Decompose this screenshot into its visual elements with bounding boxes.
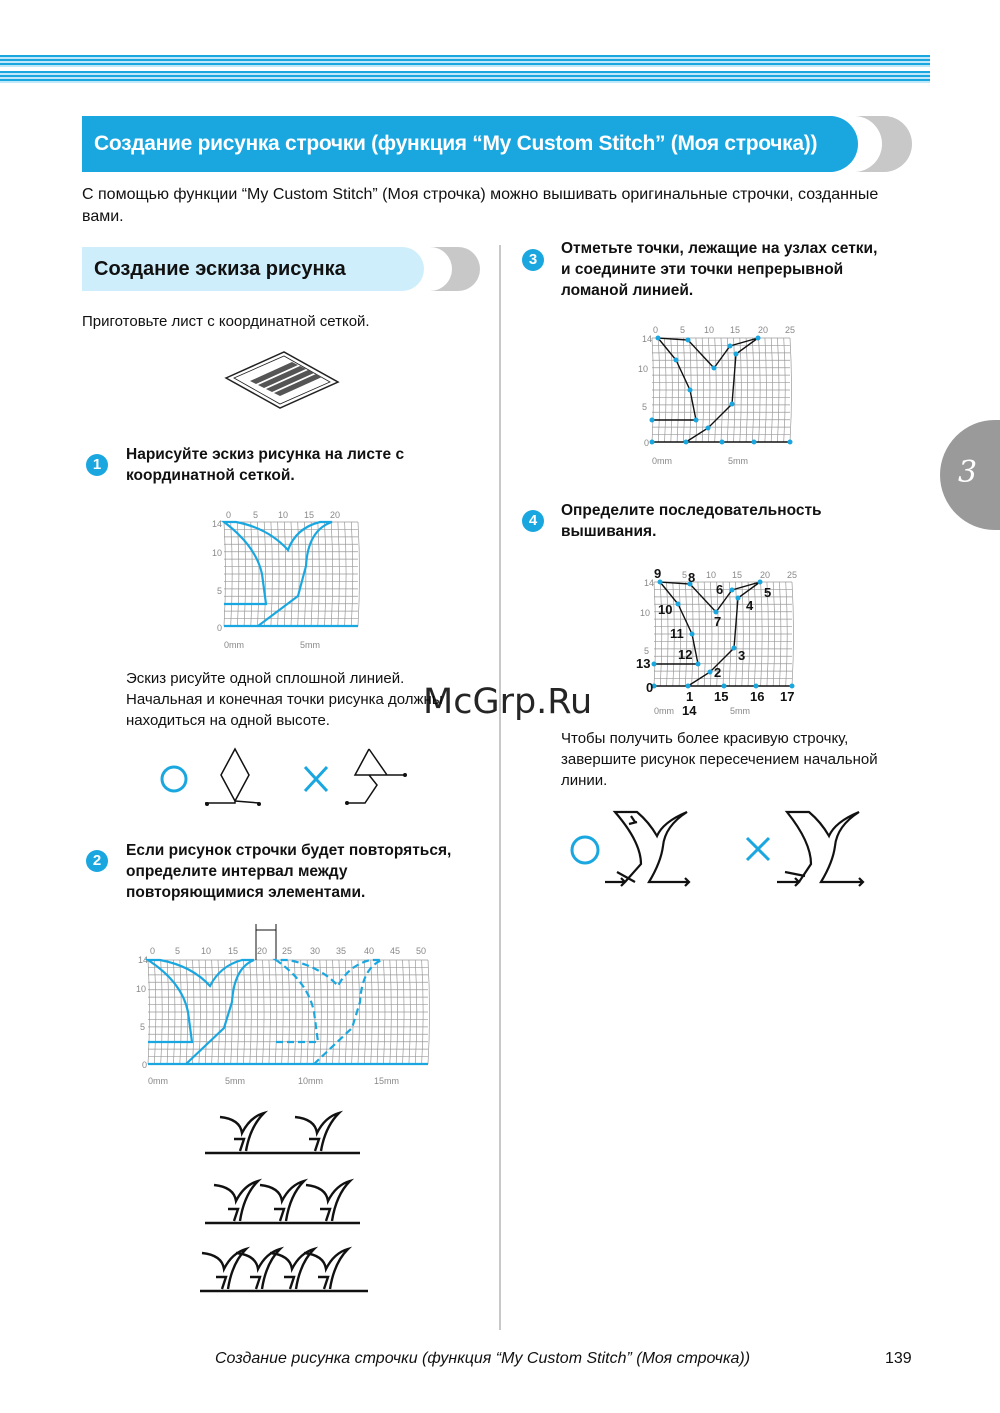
grid-x-tick: 20 xyxy=(330,510,341,520)
grid-point-marker xyxy=(732,646,737,651)
grid-x-tick: 0 xyxy=(653,325,659,335)
column-divider xyxy=(499,245,501,1330)
step-number-1: 1 xyxy=(86,454,108,476)
grid-point-marker xyxy=(756,336,761,341)
grid-x-tick: 25 xyxy=(785,325,796,335)
prepare-text: Приготовьте лист с координатной сеткой. xyxy=(82,313,370,330)
grid-x-tick: 25 xyxy=(282,946,293,956)
grid-y-tick: 14 xyxy=(642,334,653,344)
ok-circle-icon xyxy=(572,837,598,863)
page-number: 139 xyxy=(885,1350,912,1367)
grid-point-marker xyxy=(752,440,757,445)
sequence-label: 8 xyxy=(688,570,696,585)
grid-point-marker xyxy=(650,418,655,423)
grid-mm-label: 0mm xyxy=(148,1076,168,1086)
grid-point-marker xyxy=(754,684,759,689)
grid-x-tick: 10 xyxy=(278,510,289,520)
grid-x-tick: 40 xyxy=(364,946,375,956)
sequence-label: 4 xyxy=(746,598,754,613)
start-end-examples xyxy=(155,745,415,810)
grid-point-marker xyxy=(686,684,691,689)
grid-y-tick: 10 xyxy=(638,364,649,374)
grid-point-marker xyxy=(788,440,793,445)
grid-x-tick: 20 xyxy=(257,946,268,956)
grid-x-tick: 5 xyxy=(253,510,259,520)
grid-y-tick: 5 xyxy=(140,1022,146,1032)
grid-y-tick: 10 xyxy=(640,608,651,618)
sequence-label: 3 xyxy=(738,648,746,663)
footer-title: Создание рисунка строчки (функция “My Custom Stitch” (Моя строчка)) xyxy=(215,1350,751,1367)
grid-x-tick: 15 xyxy=(228,946,239,956)
sequence-label: 14 xyxy=(682,703,697,718)
grid-mm-label: 0mm xyxy=(652,456,672,466)
grid-point-marker xyxy=(706,426,711,431)
points-grid-diagram xyxy=(636,320,806,470)
grid-point-marker xyxy=(690,632,695,637)
grid-x-tick: 25 xyxy=(787,570,798,580)
grid-point-marker xyxy=(696,662,701,667)
sequence-label: 11 xyxy=(670,626,684,641)
grid-paper-icon xyxy=(222,350,342,410)
sequence-label: 6 xyxy=(716,582,724,597)
grid-mm-label: 0mm xyxy=(224,640,244,650)
grid-x-tick: 35 xyxy=(336,946,347,956)
grid-point-marker xyxy=(720,440,725,445)
grid-point-marker xyxy=(694,418,699,423)
grid-y-tick: 10 xyxy=(136,984,147,994)
sequence-label: 2 xyxy=(714,665,722,680)
grid-x-tick: 50 xyxy=(416,946,427,956)
grid-x-tick: 15 xyxy=(304,510,315,520)
chapter-number: 3 xyxy=(958,455,978,490)
step-1-text: Нарисуйте эскиз рисунка на листе с координатной сеткой. xyxy=(126,446,405,484)
grid-mm-label: 10mm xyxy=(298,1076,324,1086)
step-4-text: Определите последовательность вышивания. xyxy=(561,502,822,540)
watermark: McGrp.Ru xyxy=(423,682,593,722)
sequence-label: 7 xyxy=(714,614,722,629)
grid-y-tick: 14 xyxy=(644,578,655,588)
grid-point-marker xyxy=(684,440,689,445)
sequence-label: 1 xyxy=(686,689,694,704)
note-finish: Чтобы получить более красивую строчку, завершите рисунок пересечением начальной линии. xyxy=(561,730,878,789)
grid-point-marker xyxy=(722,684,727,689)
grid-x-tick: 15 xyxy=(732,570,743,580)
grid-x-tick: 5 xyxy=(682,570,688,580)
header-stripes xyxy=(0,55,930,83)
sequence-label: 16 xyxy=(750,689,765,704)
step-2-text: Если рисунок строчки будет повторяться, определите интервал между повторяющимися элементами. xyxy=(126,842,452,901)
grid-point-marker xyxy=(708,670,713,675)
sequence-label: 13 xyxy=(636,656,651,671)
grid-y-tick: 14 xyxy=(138,955,149,965)
sequence-grid-diagram xyxy=(632,564,812,719)
grid-x-tick: 5 xyxy=(680,325,686,335)
grid-mm-label: 5mm xyxy=(730,706,750,716)
grid-x-tick: 20 xyxy=(760,570,771,580)
grid-point-marker xyxy=(730,588,735,593)
sketch-grid-diagram xyxy=(208,506,368,654)
grid-point-marker xyxy=(712,366,717,371)
sequence-label: 12 xyxy=(678,647,693,662)
grid-point-marker xyxy=(686,338,691,343)
sequence-label: 15 xyxy=(714,689,729,704)
intro-text: С помощью функции “My Custom Stitch” (Моя строчка) можно вышивать оригинальные строчки, созданные вами. xyxy=(82,186,879,225)
grid-mm-label: 5mm xyxy=(300,640,320,650)
stitch-repeat-previews xyxy=(200,1105,370,1300)
grid-x-tick: 0 xyxy=(150,946,156,956)
grid-x-tick: 10 xyxy=(704,325,715,335)
grid-y-tick: 0 xyxy=(644,438,650,448)
grid-x-tick: 45 xyxy=(390,946,401,956)
page-title: Создание рисунка строчки (функция “My Custom Stitch” (Моя строчка)) xyxy=(82,116,857,172)
grid-mm-label: 5mm xyxy=(225,1076,245,1086)
grid-y-tick: 0 xyxy=(217,623,223,633)
sequence-label: 0 xyxy=(646,680,654,695)
grid-y-tick: 10 xyxy=(212,548,223,558)
grid-mm-label: 5mm xyxy=(728,456,748,466)
grid-y-tick: 14 xyxy=(212,519,223,529)
sequence-label: 9 xyxy=(654,566,662,581)
grid-point-marker xyxy=(676,602,681,607)
grid-x-tick: 30 xyxy=(310,946,321,956)
grid-x-tick: 20 xyxy=(758,325,769,335)
sequence-label: 17 xyxy=(780,689,795,704)
repeat-interval-diagram xyxy=(132,922,437,1094)
grid-mm-label: 15mm xyxy=(374,1076,400,1086)
grid-point-marker xyxy=(758,580,763,585)
bad-cross-icon xyxy=(747,838,769,860)
grid-point-marker xyxy=(674,358,679,363)
grid-point-marker xyxy=(728,344,733,349)
step-3-text: Отметьте точки, лежащие на узлах сетки, и соедините эти точки непрерывной ломаной линией. xyxy=(561,240,878,299)
grid-x-tick: 10 xyxy=(201,946,212,956)
grid-y-tick: 5 xyxy=(217,586,223,596)
step-number-3: 3 xyxy=(522,249,544,271)
grid-point-marker xyxy=(790,684,795,689)
grid-x-tick: 10 xyxy=(706,570,717,580)
grid-point-marker xyxy=(652,662,657,667)
grid-y-tick: 0 xyxy=(142,1060,148,1070)
grid-point-marker xyxy=(736,596,741,601)
grid-y-tick: 5 xyxy=(642,402,648,412)
bad-cross-icon xyxy=(305,767,327,791)
crossing-examples xyxy=(565,802,875,897)
grid-point-marker xyxy=(730,402,735,407)
grid-point-marker xyxy=(656,336,661,341)
ok-circle-icon xyxy=(162,767,186,791)
grid-point-marker xyxy=(734,352,739,357)
grid-point-marker xyxy=(688,388,693,393)
step-number-4: 4 xyxy=(522,510,544,532)
grid-x-tick: 5 xyxy=(175,946,181,956)
sequence-label: 10 xyxy=(658,602,673,617)
section-title: Создание эскиза рисунка xyxy=(82,247,422,291)
grid-y-tick: 5 xyxy=(644,646,650,656)
step-number-2: 2 xyxy=(86,850,108,872)
note-sketch: Эскиз рисуйте одной сплошной линией. Начальная и конечная точки рисунка должны находиться на одной высоте. xyxy=(126,670,443,729)
grid-x-tick: 15 xyxy=(730,325,741,335)
grid-mm-label: 0mm xyxy=(654,706,674,716)
grid-x-tick: 0 xyxy=(226,510,232,520)
grid-point-marker xyxy=(650,440,655,445)
sequence-label: 5 xyxy=(764,585,772,600)
